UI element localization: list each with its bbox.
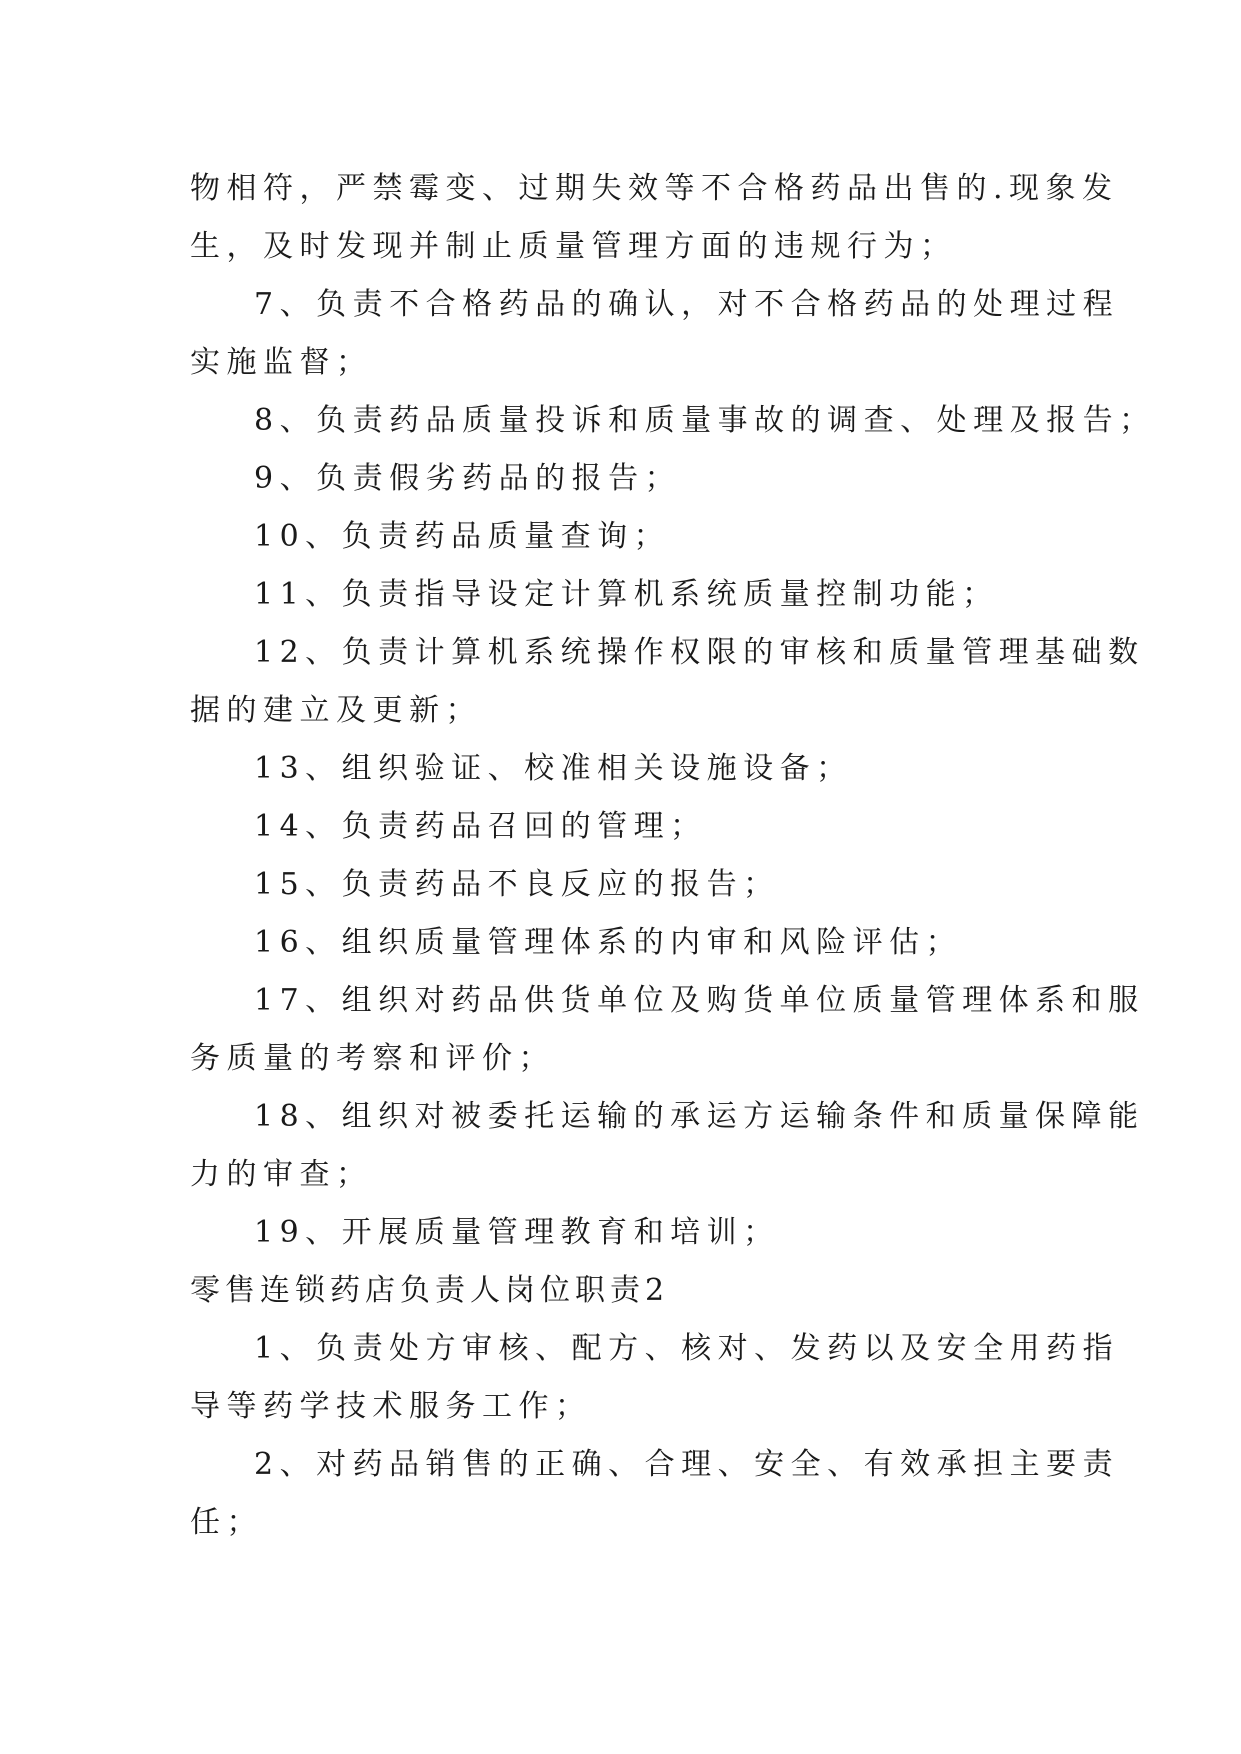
list-item-9: 9、负责假劣药品的报告； xyxy=(254,461,682,496)
list-item-17: 17、组织对药品供货单位及购货单位质量管理体系和服 xyxy=(254,983,1145,1018)
list-item-11: 11、负责指导设定计算机系统质量控制功能； xyxy=(254,577,999,612)
list-item-14: 14、负责药品召回的管理； xyxy=(254,809,707,844)
list-item-19: 19、开展质量管理教育和培训； xyxy=(254,1215,780,1250)
list-item-2: 2、对药品销售的正确、合理、安全、有效承担主要责 xyxy=(254,1447,1120,1482)
list-item-10: 10、负责药品质量查询； xyxy=(254,519,671,554)
text-line: 力的审查； xyxy=(190,1157,373,1192)
section-heading: 零售连锁药店负责人岗位职责2 xyxy=(190,1273,670,1308)
list-item-18: 18、组织对被委托运输的承运方运输条件和质量保障能 xyxy=(254,1099,1145,1134)
text-line: 据的建立及更新； xyxy=(190,693,482,728)
text-line: 生，及时发现并制止质量管理方面的违规行为； xyxy=(190,229,957,264)
text-line: 实施监督； xyxy=(190,345,373,380)
list-item-12: 12、负责计算机系统操作权限的审核和质量管理基础数 xyxy=(254,635,1145,670)
document-body xyxy=(190,160,1156,1552)
list-item-13: 13、组织验证、校准相关设施设备； xyxy=(254,751,853,786)
list-item-1: 1、负责处方审核、配方、核对、发药以及安全用药指 xyxy=(254,1331,1120,1366)
text-line: 物相符，严禁霉变、过期失效等不合格药品出售的.现象发 xyxy=(190,171,1119,206)
text-line: 务质量的考察和评价； xyxy=(190,1041,555,1076)
list-item-7: 7、负责不合格药品的确认，对不合格药品的处理过程 xyxy=(254,287,1120,322)
text-line: 导等药学技术服务工作； xyxy=(190,1389,592,1424)
list-item-16: 16、组织质量管理体系的内审和风险评估； xyxy=(254,925,963,960)
list-item-15: 15、负责药品不良反应的报告； xyxy=(254,867,780,902)
text-line: 任； xyxy=(190,1505,263,1540)
list-item-8: 8、负责药品质量投诉和质量事故的调查、处理及报告； xyxy=(254,403,1156,438)
